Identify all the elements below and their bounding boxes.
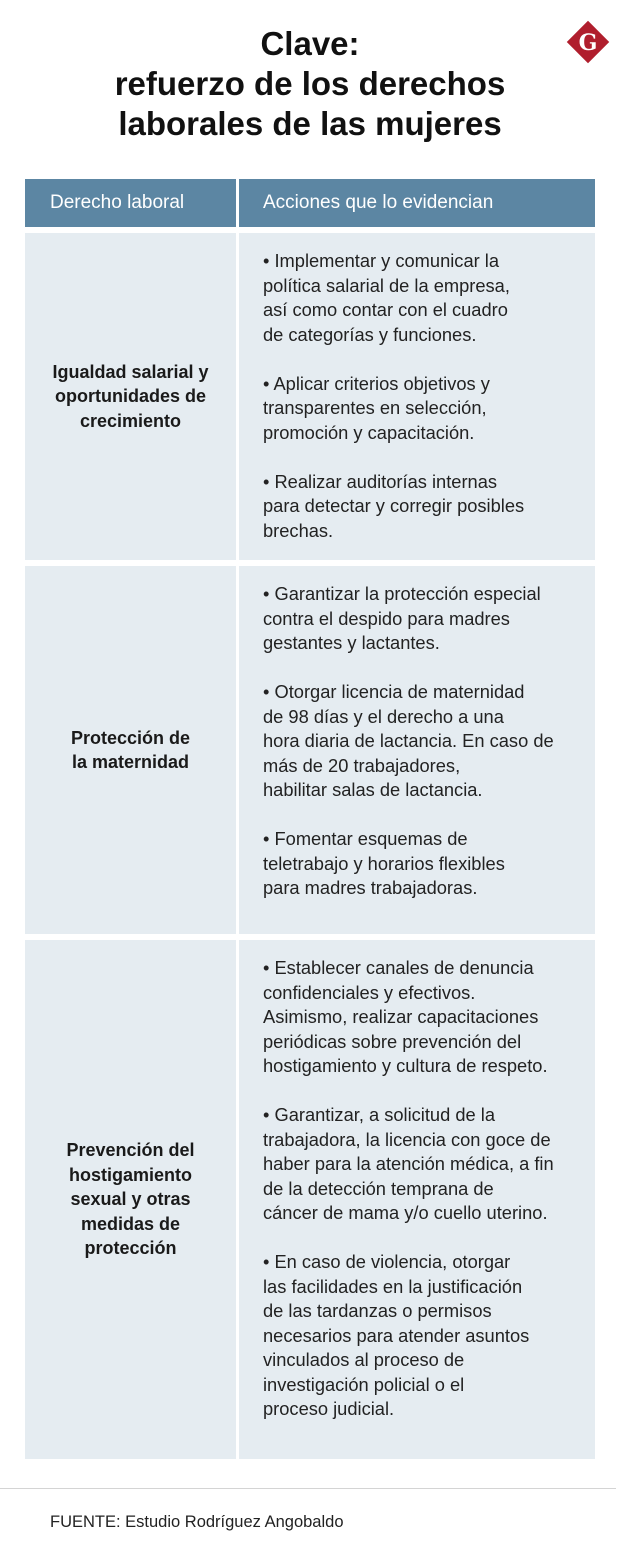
right-name-line: sexual y otras [70, 1189, 191, 1210]
action-item [263, 956, 581, 1079]
action-line: hostigamiento y cultura de respeto. [263, 1055, 548, 1076]
action-line: más de 20 trabajadores, [263, 754, 461, 776]
right-name-line: medidas de [80, 1213, 181, 1234]
right-name-cell [25, 233, 236, 560]
action-line: transparentes en selección, [263, 397, 487, 418]
actions-cell [239, 233, 595, 560]
action-line: promoción y capacitación. [263, 421, 475, 443]
source-note: FUENTE: Estudio Rodríguez Angobaldo [50, 1513, 344, 1531]
action-line: • Realizar auditorías internas [263, 470, 498, 492]
right-name-line: la maternidad [71, 752, 190, 772]
right-name-line: protección [84, 1238, 177, 1259]
right-name-cell [25, 566, 236, 934]
action-line: para madres trabajadoras. [263, 877, 478, 898]
right-name-line: Protección de [70, 727, 191, 748]
action-line: • Establecer canales de denuncia [263, 957, 534, 978]
action-line: • Fomentar esquemas de [263, 828, 468, 849]
rights-table [25, 179, 595, 1459]
action-line: de categorías y funciones. [263, 323, 477, 345]
action-item [263, 827, 581, 901]
action-line: brechas. [263, 519, 334, 541]
action-line: periódicas sobre prevención del [263, 1030, 522, 1052]
right-name-line: hostigamiento [68, 1164, 192, 1185]
table-header [25, 179, 595, 227]
title-line: refuerzo de los derechos [114, 65, 506, 102]
action-item [263, 1103, 581, 1226]
action-item [263, 372, 581, 446]
action-line: • Otorgar licencia de maternidad [263, 681, 525, 702]
action-line: las facilidades en la justificación [263, 1275, 523, 1297]
action-line: teletrabajo y horarios flexibles [263, 852, 505, 874]
column-header-acciones: Acciones que lo evidencian [263, 192, 494, 213]
column-header-derecho: Derecho laboral [50, 192, 185, 213]
action-line: investigación policial o el [263, 1373, 465, 1395]
actions-cell [239, 566, 595, 934]
table-row [25, 940, 595, 1459]
action-line: Asimismo, realizar capacitaciones [263, 1006, 539, 1027]
action-line: gestantes y lactantes. [263, 632, 440, 653]
action-line: • En caso de violencia, otorgar [263, 1251, 511, 1272]
action-line: cáncer de mama y/o cuello uterino. [263, 1202, 548, 1223]
page-title [0, 24, 620, 144]
action-line: para detectar y corregir posibles [263, 495, 525, 516]
action-line: proceso judicial. [263, 1398, 395, 1419]
table-row [25, 566, 595, 934]
action-line: de 98 días y el derecho a una [263, 705, 504, 727]
title-line: Clave: [260, 25, 360, 62]
action-line: • Aplicar criterios objetivos y [263, 372, 490, 394]
action-line: • Implementar y comunicar la [263, 250, 500, 271]
logo-letter: G [578, 30, 598, 56]
right-name-line: crecimiento [79, 410, 182, 431]
table-row [25, 233, 595, 560]
action-line: necesarios para atender asuntos [263, 1324, 530, 1346]
action-line: • Garantizar la protección especial [263, 583, 541, 604]
actions-cell [239, 940, 595, 1459]
action-line: así como contar con el cuadro [263, 299, 508, 320]
right-name-line: Igualdad salarial y [52, 361, 209, 382]
action-line: • Garantizar, a solicitud de la [263, 1104, 495, 1125]
action-line: política salarial de la empresa, [263, 274, 510, 296]
gestion-logo-icon [566, 20, 610, 64]
action-line: vinculados al proceso de [263, 1349, 465, 1370]
action-line: haber para la atención médica, a fin [263, 1153, 554, 1174]
action-line: contra el despido para madres [263, 607, 510, 629]
right-name-line: Prevención del [66, 1140, 195, 1161]
action-item [263, 1250, 581, 1422]
action-line: habilitar salas de lactancia. [263, 779, 483, 800]
footer-divider [0, 1488, 616, 1489]
title-line: laborales de las mujeres [118, 105, 502, 142]
right-name-line: oportunidades de [54, 386, 206, 407]
action-line: de la detección temprana de [263, 1177, 494, 1199]
action-item [263, 249, 581, 347]
action-item [263, 582, 581, 656]
action-item [263, 470, 581, 544]
action-item [263, 680, 581, 803]
action-line: confidenciales y efectivos. [263, 981, 476, 1003]
action-line: hora diaria de lactancia. En caso de [263, 730, 554, 751]
action-line: de las tardanzas o permisos [263, 1300, 492, 1321]
right-name-cell [25, 940, 236, 1459]
action-line: trabajadora, la licencia con goce de [263, 1128, 551, 1150]
header [0, 0, 620, 170]
